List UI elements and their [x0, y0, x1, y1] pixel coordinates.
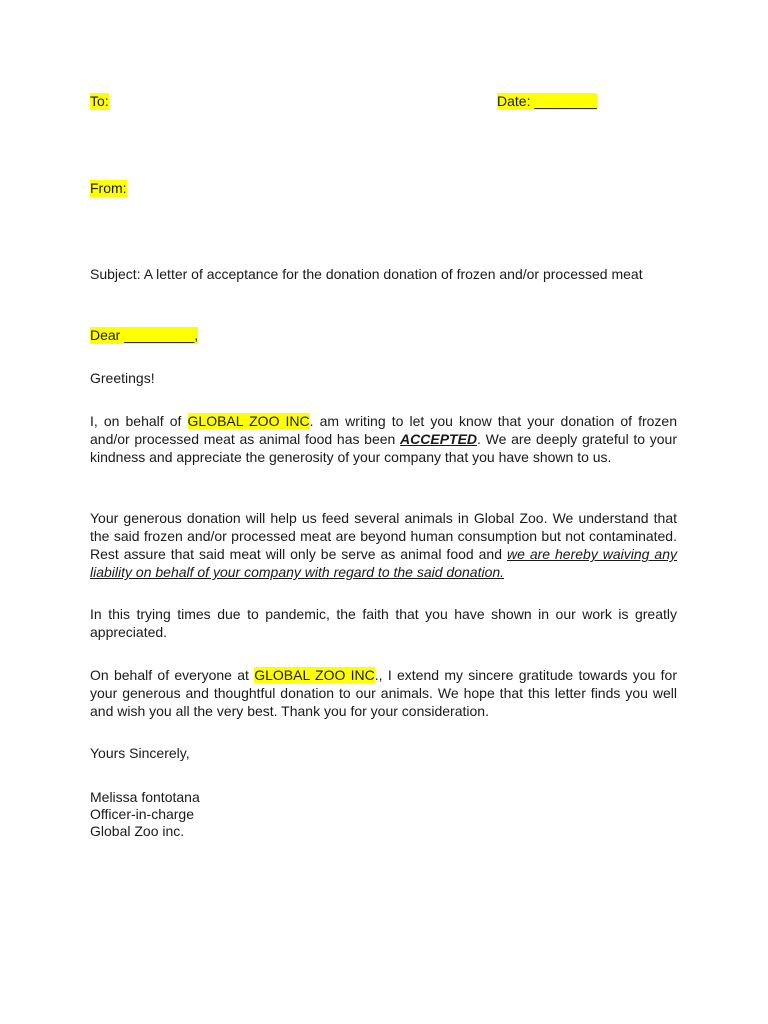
org-name-highlight: GLOBAL ZOO INC: [187, 413, 310, 429]
paragraph-acceptance-text-1: I, on behalf of: [90, 413, 188, 429]
accepted-emphasis: ACCEPTED: [400, 431, 478, 447]
signature-block: [90, 789, 200, 840]
from-label: From:: [90, 180, 127, 196]
paragraph-donation-use-text: Your generous donation will help us feed several animals in Global Zoo. We understand that the said frozen and/or processed meat are beyond human consumption but not contaminated. Rest assure that said meat will only be serve as animal food and: [90, 510, 677, 562]
liability-waiver: we are hereby waiving any liability on behalf of your company with regard to the said donation.: [90, 546, 677, 580]
greeting: Greetings!: [90, 370, 155, 386]
paragraph-acceptance-text-3: . We are deeply grateful to your kindness and appreciate the generosity of your company that you have shown to us.: [90, 431, 677, 465]
paragraph-acceptance: [90, 412, 677, 466]
signatory-org: Global Zoo inc.: [90, 823, 185, 839]
date-label: Date: ________: [497, 93, 597, 109]
closing: Yours Sincerely,: [90, 745, 190, 761]
to-label: To:: [90, 93, 109, 109]
paragraph-acceptance-text-2: . am writing to let you know that your donation of frozen and/or processed meat as animal food has been: [90, 413, 678, 447]
subject-line: Subject: A letter of acceptance for the donation donation of frozen and/or processed meat: [90, 266, 643, 282]
paragraph-gratitude-text-2: ., I extend my sincere gratitude towards you for your generous and thoughtful donation to our animals. We hope that this letter finds you well and wish you all the very best. Thank you for your consideration.: [90, 667, 677, 719]
signatory-title: Officer-in-charge: [90, 806, 195, 822]
paragraph-donation-use: [90, 509, 677, 581]
paragraph-gratitude-text-1: On behalf of everyone at: [90, 667, 255, 683]
paragraph-pandemic: In this trying times due to pandemic, the faith that you have shown in our work is greatly appreciated.: [90, 606, 677, 640]
salutation: Dear _________,: [90, 327, 199, 343]
signatory-name: Melissa fontotana: [90, 789, 200, 805]
org-name-highlight: GLOBAL ZOO INC: [254, 667, 375, 683]
paragraph-gratitude: [90, 666, 677, 720]
